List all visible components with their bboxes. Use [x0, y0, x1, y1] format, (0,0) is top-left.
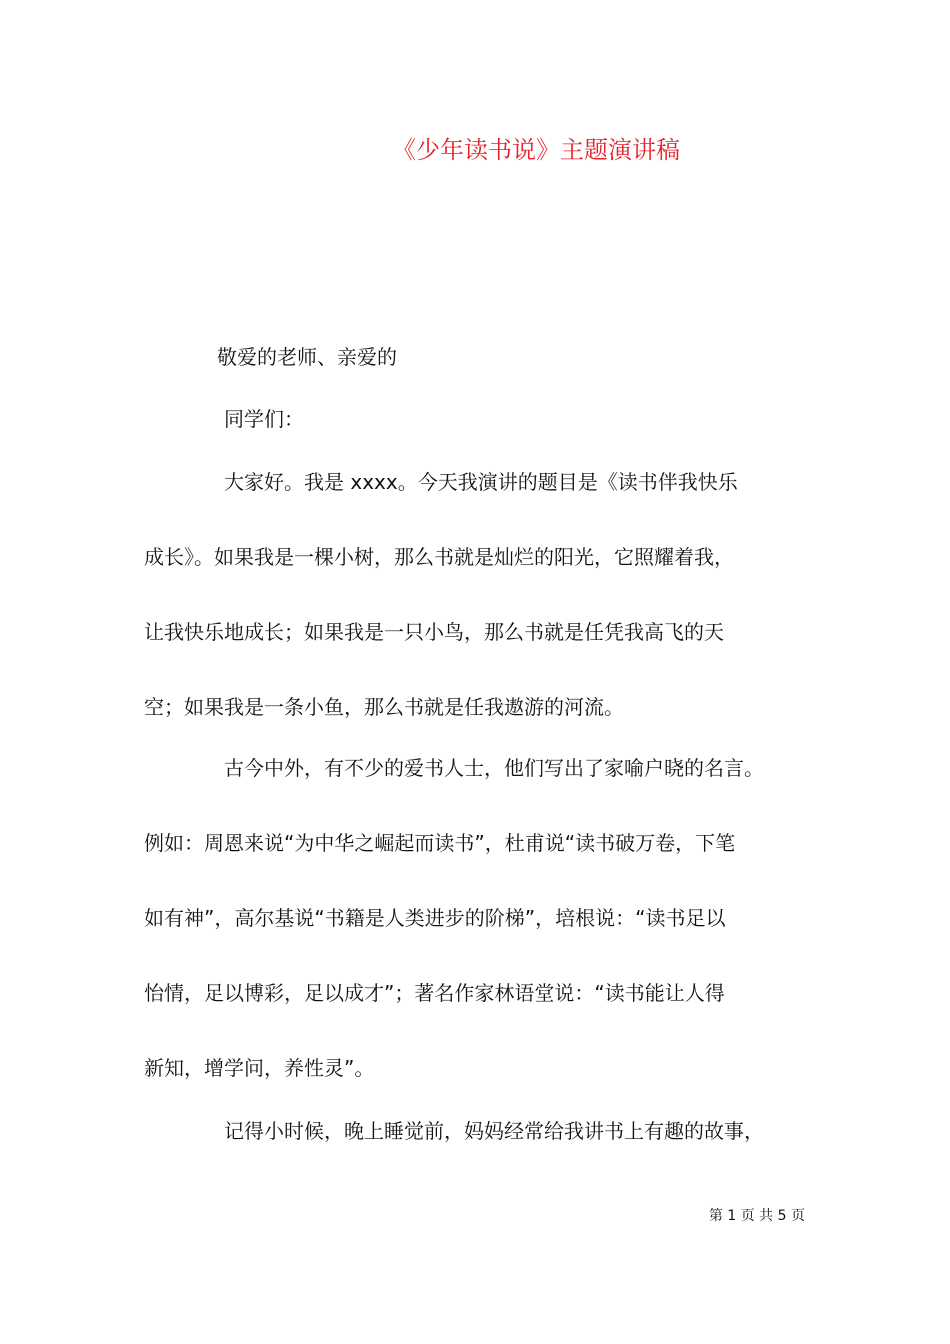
text-line-3: 大家好。我是 xxxx。今天我演讲的题目是《读书伴我快乐 [224, 470, 738, 494]
text-line-9: 如有神”，高尔基说“书籍是人类进步的阶梯”，培根说：“读书足以 [144, 906, 726, 930]
text-line-10: 怡情，足以博彩，足以成才”；著名作家林语堂说：“读书能让人得 [144, 981, 725, 1005]
text-line-2: 同学们： [224, 407, 304, 431]
page-number-footer: 第 1 页 共 5 页 [708, 1208, 805, 1224]
text-line-6: 空；如果我是一条小鱼，那么书就是任我遨游的河流。 [144, 695, 624, 719]
text-line-8: 例如：周恩来说“为中华之崛起而读书”，杜甫说“读书破万卷，下笔 [144, 831, 736, 855]
text-line-4: 成长》。如果我是一棵小树，那么书就是灿烂的阳光，它照耀着我， [144, 545, 734, 569]
text-line-12: 记得小时候，晚上睡觉前，妈妈经常给我讲书上有趣的故事， [224, 1119, 764, 1143]
text-line-11: 新知，增学问，养性灵”。 [144, 1056, 375, 1080]
document-title: 《少年读书说》主题演讲稿 [392, 136, 680, 164]
text-line-7: 古今中外，有不少的爱书人士，他们写出了家喻户晓的名言。 [224, 756, 764, 780]
text-line-5: 让我快乐地成长；如果我是一只小鸟，那么书就是任凭我高飞的天 [144, 620, 724, 644]
text-line-1: 敬爱的老师、亲爱的 [217, 345, 397, 369]
